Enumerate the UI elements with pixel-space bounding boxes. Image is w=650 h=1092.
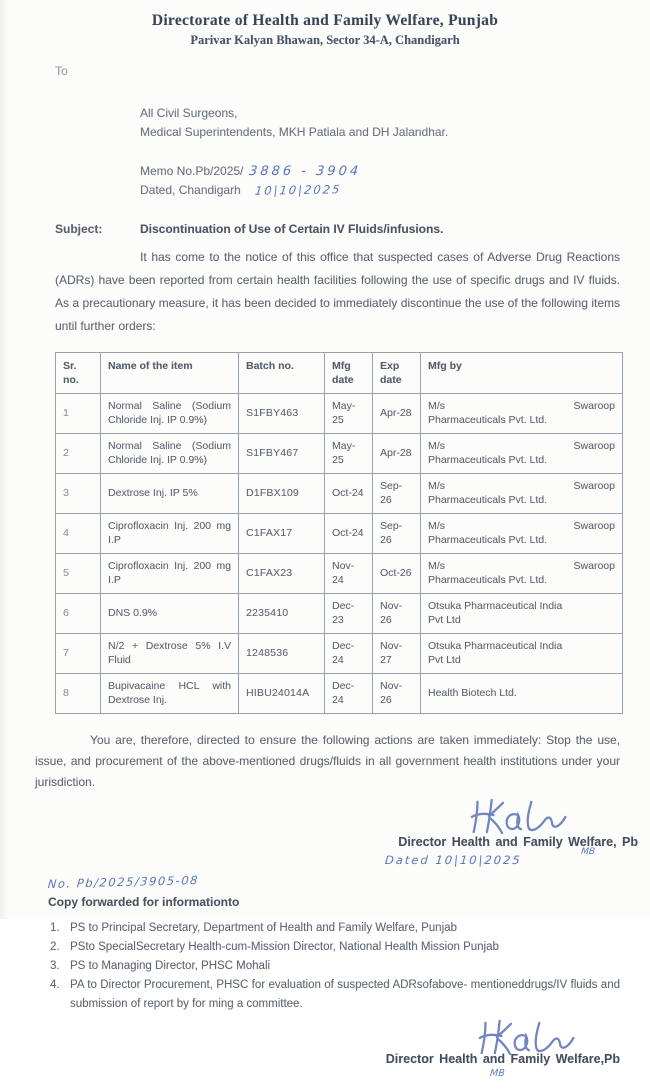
forward-list	[50, 919, 620, 1014]
signature-scribble-icon	[468, 795, 572, 837]
signature-block-2	[0, 1020, 650, 1092]
memo-number-label: Memo No.Pb/2025/	[140, 164, 244, 178]
date-handwritten: 10|10|2025	[253, 182, 342, 198]
page-title: Directorate of Health and Family Welfare, Punjab	[151, 12, 499, 29]
cell-mfg-date: Dec-24	[325, 634, 373, 674]
cell-exp-date: Nov-27	[373, 634, 421, 674]
recipient-block	[140, 104, 650, 142]
forward-section	[48, 873, 620, 909]
table-row	[56, 514, 623, 554]
table-row	[56, 554, 623, 594]
cell-batch: C1FAX17	[239, 514, 325, 554]
recipient-line: Medical Superintendents, MKH Patiala and DH Jalandhar.	[140, 125, 449, 139]
cell-mfg-by: M/s Swaroop Pharmaceuticals Pvt. Ltd.	[421, 514, 623, 554]
signatory-designation: Director Health and Family Welfare,Pb	[385, 1052, 620, 1066]
cell-exp-date: Apr-28	[373, 434, 421, 474]
cell-exp-date: Sep-26	[373, 514, 421, 554]
letterhead	[0, 0, 650, 48]
cell-sr: 4	[56, 514, 101, 554]
cell-item-name: Normal Saline (Sodium Chloride Inj. IP 0.9%)	[101, 434, 239, 474]
cell-exp-date: Oct-26	[373, 554, 421, 594]
cell-mfg-by: Health Biotech Ltd.	[421, 674, 623, 714]
col-header-item-name: Name of the item	[101, 353, 239, 394]
cell-item-name: Bupivacaine HCL with Dextrose Inj.	[101, 674, 239, 714]
page-subtitle: Parivar Kalyan Bhawan, Sector 34-A, Chandigarh	[190, 33, 460, 47]
cell-batch: D1FBX109	[239, 474, 325, 514]
discontinued-items-table	[55, 352, 623, 714]
cell-mfg-by: Otsuka Pharmaceutical India Pvt Ltd	[421, 594, 623, 634]
cell-mfg-by: Otsuka Pharmaceutical India Pvt Ltd	[421, 634, 623, 674]
cell-sr: 7	[56, 634, 101, 674]
cell-mfg-date: Oct-24	[325, 514, 373, 554]
cell-mfg-date: Oct-24	[325, 474, 373, 514]
memo-reference-block	[140, 162, 650, 200]
table-row	[56, 674, 623, 714]
cell-mfg-by: M/s Swaroop Pharmaceuticals Pvt. Ltd.	[421, 474, 623, 514]
cell-mfg-by: M/s Swaroop Pharmaceuticals Pvt. Ltd.	[421, 434, 623, 474]
cell-sr: 6	[56, 594, 101, 634]
forward-ref-handwritten: No. Pb/2025/3905-08	[47, 873, 200, 891]
signatory-designation: Director Health and Family Welfare, Pb	[398, 835, 638, 849]
cell-batch: S1FBY463	[239, 394, 325, 434]
list-item: 2. PSto SpecialSecretary Health-cum-Mission Director, National Health Mission Punjab	[50, 941, 499, 953]
cell-item-name: Dextrose Inj. IP 5%	[101, 474, 239, 514]
cell-mfg-date: Dec-23	[325, 594, 373, 634]
cell-item-name: DNS 0.9%	[101, 594, 239, 634]
list-item: 1. PS to Principal Secretary, Department of Health and Family Welfare, Punjab	[50, 922, 457, 934]
to-label: To	[55, 64, 68, 78]
cell-exp-date: Nov-26	[373, 594, 421, 634]
subject-label: Subject:	[55, 222, 103, 236]
list-item: 3. PS to Managing Director, PHSC Mohali	[50, 960, 271, 972]
cell-exp-date: Nov-26	[373, 674, 421, 714]
cell-batch: 1248536	[239, 634, 325, 674]
cell-mfg-date: May-25	[325, 434, 373, 474]
cell-mfg-date: May-25	[325, 394, 373, 434]
cell-item-name: N/2 + Dextrose 5% I.V Fluid	[101, 634, 239, 674]
memo-number-handwritten: 3886 - 3904	[248, 164, 363, 179]
initials-handwritten: MB	[489, 1068, 506, 1079]
cell-exp-date: Sep-26	[373, 474, 421, 514]
table-row	[56, 594, 623, 634]
dated-label: Dated, Chandigarh	[140, 183, 241, 197]
subject-text: Discontinuation of Use of Certain IV Fluids/infusions.	[140, 222, 444, 236]
list-item: 4. PA to Director Procurement, PHSC for evaluation of suspected ADRsofabove- mentioneddrugs/IV fluids and submission of report by for ming a committee.	[50, 979, 620, 1010]
action-paragraph: You are, therefore, directed to ensure the following actions are taken immediately: Stop the use, issue, and procurement of the above-mentioned drugs/fluids in all government health institutions under your jurisdiction.	[35, 733, 620, 789]
col-header-mfg-date: Mfg date	[325, 353, 373, 394]
cell-item-name: Ciprofloxacin Inj. 200 mg I.P	[101, 514, 239, 554]
cell-batch: 2235410	[239, 594, 325, 634]
cell-mfg-by: M/s Swaroop Pharmaceuticals Pvt. Ltd.	[421, 394, 623, 434]
cell-mfg-by: M/s Swaroop Pharmaceuticals Pvt. Ltd.	[421, 554, 623, 594]
recipient-line: All Civil Surgeons,	[140, 106, 238, 120]
table-header-row	[56, 353, 623, 394]
cell-item-name: Ciprofloxacin Inj. 200 mg I.P	[101, 554, 239, 594]
cell-mfg-date: Nov-24	[325, 554, 373, 594]
cell-batch: S1FBY467	[239, 434, 325, 474]
cell-sr: 3	[56, 474, 101, 514]
table-row	[56, 434, 623, 474]
cell-sr: 1	[56, 394, 101, 434]
cell-item-name: Normal Saline (Sodium Chloride Inj. IP 0.9%)	[101, 394, 239, 434]
forward-heading: Copy forwarded for informationto	[48, 895, 240, 909]
cell-sr: 5	[56, 554, 101, 594]
col-header-batch-no: Batch no.	[239, 353, 325, 394]
initials-handwritten: MB	[580, 847, 596, 857]
cell-sr: 2	[56, 434, 101, 474]
table-row	[56, 474, 623, 514]
cell-batch: C1FAX23	[239, 554, 325, 594]
table-row	[56, 634, 623, 674]
cell-mfg-date: Dec-24	[325, 674, 373, 714]
cell-batch: HIBU24014A	[239, 674, 325, 714]
col-header-exp-date: Exp date	[373, 353, 421, 394]
col-header-mfg-by: Mfg by	[421, 353, 623, 394]
intro-paragraph: It has come to the notice of this office that suspected cases of Adverse Drug Reactions (ADRs) have been reported from certain health facilities following the use of specific drugs and IV fluids. As a precautionary measure, it has been decided to immediately discontinue the use of the following items until further orders:	[55, 250, 620, 333]
signature-block-1	[0, 809, 650, 871]
cell-sr: 8	[56, 674, 101, 714]
table-row	[56, 394, 623, 434]
dated-handwritten: Dated 10|10|2025	[384, 853, 523, 867]
subject-row	[55, 222, 650, 236]
col-header-sr-no: Sr. no.	[56, 353, 101, 394]
cell-exp-date: Apr-28	[373, 394, 421, 434]
